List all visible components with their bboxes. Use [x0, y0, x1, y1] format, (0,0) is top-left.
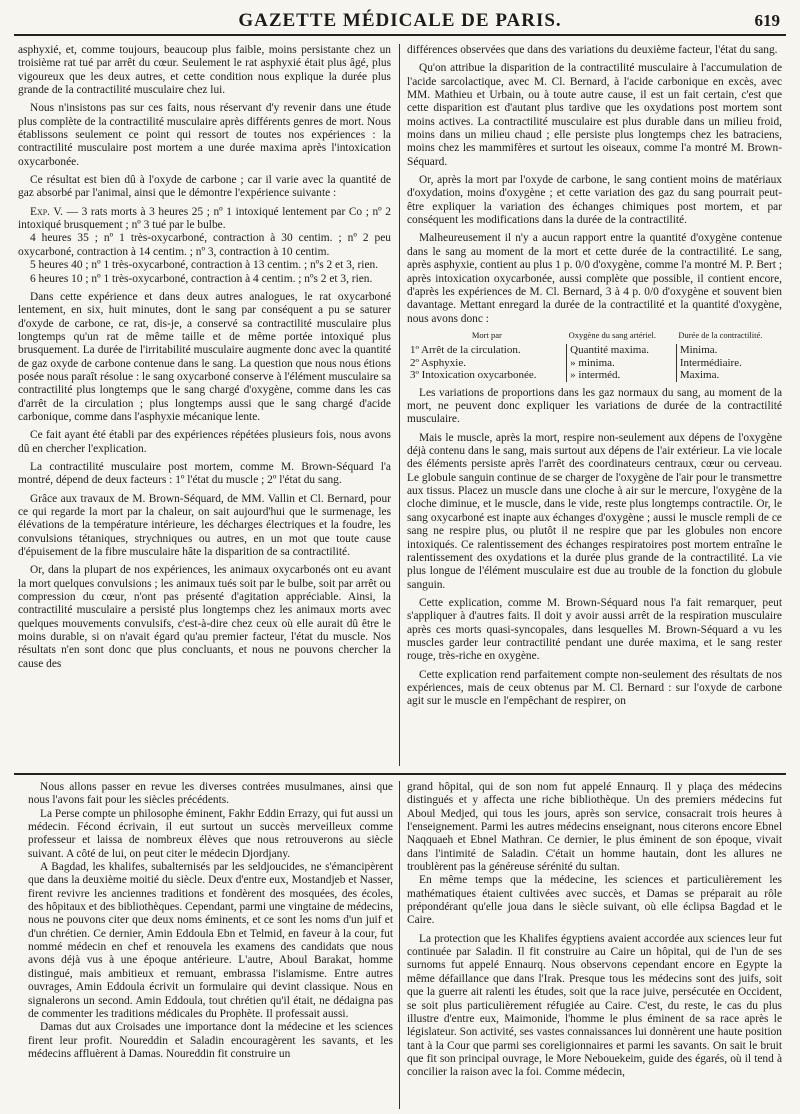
article-column-right: [407, 44, 782, 766]
table-header: Mort par: [471, 329, 502, 340]
paragraph: La Perse compte un philosophe éminent, Fakhr Eddin Errazy, qui fut aussi un médecin. Fécond écrivain, il eut surtout un succès merveilleux comme professeur et laissa de nombreux élèves que nous retrouverons au siècle suivant. A côté de lui, on peut citer le médecin Djordjany.: [28, 807, 393, 860]
paragraph: Mais le muscle, après la mort, respire non-seulement aux dépens de l'oxygène déjà contenu dans le sang, mais surtout aux dépens de l'air extérieur. La vie locale des éléments persiste après l'arrêt des coordinateurs centraux, cœur ou cerveau. Le globule sanguin continue de se charger de l'oxygène de l'air pour le transmettre aux tissus. Placez un muscle dans une cloche à air sur le mercure, l'oxygène de la cloche diminue, et le muscle, dans le vide, reste plus longtemps contractile. Or, le sang oxycarboné est inapte aux échanges d'oxygène ; aussi le muscle rempli de ce sang ne respire plus, ou plutôt il ne respire que par les globules non encore intoxiqués. Ce ralentissement des échanges respiratoires post mortem entraîne le ralentissement des oxydations et la durée plus grande de la contractilité. La vie plus longue de l'élément musculaire est due au trouble de la fonction du globule sanguin.: [407, 431, 782, 591]
column-divider: [399, 781, 400, 1109]
paragraph: Nous n'insistons pas sur ces faits, nous réservant d'y revenir dans une étude plus complète de la contractilité musculaire après différents genres de mort. Nous établissons seulement ce point qui ressort de toutes nos expériences : la contractilité musculaire post mortem a une durée maxima après l'intoxication oxycarbonée.: [18, 102, 391, 168]
paragraph: Qu'on attribue la disparition de la contractilité musculaire à l'accumulation de l'acide sarcolactique, avec M. Cl. Bernard, à l'acide carbonique en excès, avec MM. Mathieu et Urbain, ou à toute autre cause, il est un fait certain, c'est que cette disparition est d'autant plus tardive que les oxydations post mortem sont moins actives. La contractilité musculaire est plus durable dans un milieu froid, moins dans un milieu chaud ; elle persiste plus longtemps chez les batraciens, moins chez les mammifères et surtout les oiseaux, comme l'a montré M. Brown-Séquard.: [407, 62, 782, 168]
paragraph: grand hôpital, qui de son nom fut appelé Ennaurq. Il y plaça des médecins distingués et y affecta une riche bibliothèque. Un des premiers médecins fut Aboul Medjed, qui tous les jours, après son service, consacrait trois heures à l'enseignement. Parmi les autres médecins enseignant, nous citerons encore Ebnel Naqquaeh et Ebnel Mathran. Ce dernier, le plus éminent de son époque, vivait dans l'intimité de Saladin. C'était un homme hautain, dont les allures ne troublèrent pas la généreuse sérénité du sultan.: [407, 781, 782, 874]
paragraph: asphyxié, et, comme toujours, beaucoup plus faible, moins persistante chez un troisième rat tué par arrêt du cœur. Seulement le rat asphyxié était plus âgé, plus vigoureux que les deux autres, et cette condition nous explique la durée plus grande de la contractilité musculaire chez lui.: [18, 44, 391, 97]
table-cell: Quantité maxima.: [567, 344, 677, 357]
journal-title: GAZETTE MÉDICALE DE PARIS.: [238, 10, 562, 31]
table-cell: 3º Intoxication oxycarbonée.: [410, 369, 537, 382]
paragraph: Ce résultat est bien dû à l'oxyde de carbone ; car il varie avec la quantité de gaz absorbé par l'animal, ainsi que le démontre l'expérience suivante :: [18, 174, 391, 200]
experiment-text: — 3 rats morts à 3 heures 25 ; nº 1 intoxiqué lentement par Co ; nº 2 intoxiqué brusquement ; nº 3 tué par le bulbe.: [18, 205, 391, 232]
paragraph: La contractilité musculaire post mortem, comme M. Brown-Séquard l'a montré, dépend de deux facteurs : 1º l'état du muscle ; 2º l'état du sang.: [18, 460, 391, 487]
experiment-label: Exp. V.: [30, 205, 64, 218]
paragraph: Malheureusement il n'y a aucun rapport entre la quantité d'oxygène contenue dans le sang au moment de la mort et cette durée de la contractilité. Le sang, après asphyxie, contient au plus 1 p. 0/0 d'oxygène, comme l'a montré M. P. Bert ; après intoxication oxycarbonée, aussi complète que possible, il contient encore, d'après les expériences de M. Cl. Bernard, 3 à 4 p. 0/0 d'oxygène et souvent bien davantage. Mettant enregard la durée de la contractilité et la quantité d'oxygène, nous avons donc :: [407, 232, 782, 325]
table-header: Durée de la contractilité.: [678, 329, 763, 340]
table-row: [407, 344, 782, 357]
paragraph: différences observées que dans des variations du deuxième facteur, l'état du sang.: [407, 44, 778, 56]
paragraph: Les variations de proportions dans les gaz normaux du sang, au moment de la mort, ne peuvent donc expliquer les variations de durée de la contractilité musculaire.: [407, 386, 782, 426]
page-number: 619: [754, 11, 780, 30]
page-header: [14, 8, 786, 36]
table-row: [407, 357, 782, 370]
paragraph: Cette explication rend parfaitement compte non-seulement des résultats de nos expériences, mais de ceux obtenus par M. Cl. Bernard : sur l'oxyde de carbone agit sur le muscle en l'empêchant de respirer, on: [407, 668, 782, 708]
table-header-row: [407, 329, 782, 344]
table-cell: » interméd.: [567, 369, 677, 382]
feuilleton-divider: [14, 773, 786, 775]
table-row: [407, 369, 782, 382]
paragraph: En même temps que la médecine, les sciences et particulièrement les mathématiques étaient cultivées avec succès, et Damas se préparait au rôle prépondérant qu'elle joua dans le siècle suivant, où elle éclipsa Bagdad et le Caire.: [407, 874, 782, 927]
paragraph: Damas dut aux Croisades une importance dont la médecine et les sciences firent leur profit. Noureddin et Saladin encouragèrent les savants, et les médecins affluèrent à Damas. Noureddin fit construire un: [28, 1021, 393, 1060]
article-column-left: [18, 44, 391, 766]
paragraph: Dans cette expérience et dans deux autres analogues, le rat oxycarboné lentement, en six, huit minutes, dont le sang par conséquent a pu se saturer d'oxyde de carbone, ce rat, dis-je, a conservé sa contractilité musculaire plus longtemps qu'un rat de même taille et de même portée intoxiqué plus brusquement. La durée de l'irritabilité musculaire augmente donc avec la quantité de gaz oxyde de carbone contenue dans le sang. La question que nous nous étions posée nous paraît résolue : le sang oxycarboné conserve à l'élément musculaire sa contractilité plus longtemps que le sang chargé d'oxygène, comme dans les cas d'arrêt de la circulation ; plus longtemps aussi que le sang chargé d'acide carbonique, comme dans l'asphyxie mécanique lente.: [18, 290, 391, 423]
table-cell: Intermédiaire.: [679, 356, 742, 369]
feuilleton-column-right: [407, 781, 782, 1109]
table-cell: 1º Arrêt de la circulation.: [410, 344, 521, 357]
feuilleton-column-left: [28, 781, 393, 1109]
paragraph: A Bagdad, les khalifes, subalternisés par les seldjoucides, ne s'émancipèrent que dans la deuxième moitié du siècle. Deux d'entre eux, Mostandjeb et Nasser, firent revivre les anciennes traditions et fondèrent des mosquées, des écoles, des hôpitaux et des bibliothèques. Cependant, parmi une vingtaine de médecins, nous ne pouvons citer que deux noms éminents, et ce sont les noms d'un juif et d'un chrétien. Ce dernier, Amin Eddoula Ebn et Telmid, en faveur à la cour, fut nommé médecin en chef et renouvela les examens des candidats que nous avons déjà vus à une époque antérieure. L'autre, Aboul Barakat, homme distingué, mais ambitieux et remuant, embrassa l'islamisme. Entre autres ouvrages, Amin Eddoula écrivit un formulaire qui devint classique. Nous en signalerons un second. Amin Eddoula, tout chrétien qu'il était, ne dédaigna pas de commenter les traditions médicales du Prophète. Il professait aussi.: [28, 861, 393, 1020]
experiment-entry: 6 heures 10 ; nº 1 très-oxycarboné, contraction à 4 centim. ; nºs 2 et 3, rien.: [30, 272, 373, 285]
table-cell: » minima.: [567, 357, 677, 370]
paragraph: Nous allons passer en revue les diverses contrées musulmanes, ainsi que nous l'avons fait pour les siècles précédents.: [28, 781, 393, 807]
paragraph: Ce fait ayant été établi par des expériences répétées plusieurs fois, nous avons dû en chercher l'explication.: [18, 429, 391, 455]
oxygen-table: [407, 329, 782, 382]
paragraph: Cette explication, comme M. Brown-Séquard nous l'a fait remarquer, peut s'appliquer à d'autres faits. Il doit y avoir aussi arrêt de la respiration musculaire après ces morts quasi-syncopales, dans lesquelles M. Brown-Séquard a vu les muscles garder leur contractilité pendant une durée maxima, et le sang rester rouge, très-riche en oxygène.: [407, 596, 782, 663]
column-divider: [399, 44, 400, 766]
table-cell: Minima.: [679, 344, 718, 357]
paragraph: Or, dans la plupart de nos expériences, les animaux oxycarbonés ont eu avant la mort quelques convulsions ; les animaux tués soit par le bulbe, soit par arrêt ou compression du cœur, n'ont pas présenté d'agitation appréciable. Ainsi, la contractilité musculaire a persisté plus longtemps chez les animaux morts avec quelques mouvements convulsifs, c'est-à-dire chez ceux où elle aurait dû être le moins durable, si on n'avait égard qu'au premier facteur, l'état du muscle. Nos résultats n'en sont donc que plus concluants, et nous ne pouvons chercher la cause des: [18, 564, 391, 670]
experiment-entry: 4 heures 35 ; nº 1 très-oxycarboné, contraction à 30 centim. ; nº 2 peu oxycarboné, contraction à 14 centim. ; nº 3, contraction à 10 centim.: [18, 232, 391, 258]
table-cell: Maxima.: [679, 369, 720, 382]
experiment-entry: [18, 206, 391, 233]
paragraph: Or, après la mort par l'oxyde de carbone, le sang contient moins de matériaux d'oxydation, moins d'oxygène ; et cette variation des gaz du sang pourrait peut-être expliquer la variation des échanges chimiques post mortem, et par conséquent les modifications dans la durée de la contractilité.: [407, 174, 782, 227]
paragraph: La protection que les Khalifes égyptiens avaient accordée aux sciences leur fut continuée par Saladin. Il fit construire au Caire un hôpital, qui de l'un de ses surnoms fut appelé Ennaurq. Nous observons cependant encore en Egypte la même défaillance que dans l'Irak. Presque tous les médecins sont des juifs, soit que la guerre ait ralenti les études, soit que la race juive, persécutée en Occident, se soit plus particulièrement réfugiée au Caire. C'est, du reste, le cas du plus illustre d'entre eux, Maimonide, l'homme le plus éminent de sa race après le législateur. Son activité, ses vastes connaissances lui donnèrent une haute position tant à la Cour que parmi ses coreligionnaires et parmi les savants. On sait le bruit que fit son principal ouvrage, le More Nebouekeim, guide des égarés, où il tend à concilier la raison avec la foi. Comme médecin,: [407, 932, 782, 1079]
experiment-entry: 5 heures 40 ; nº 1 très-oxycarboné, contraction à 13 centim. ; nºs 2 et 3, rien.: [30, 259, 379, 272]
table-cell: 2º Asphyxie.: [410, 356, 466, 369]
table-header: Oxygène du sang artériel.: [568, 329, 657, 340]
paragraph: Grâce aux travaux de M. Brown-Séquard, de MM. Vallin et Cl. Bernard, pour ce qui regarde la mort par la chaleur, on sait aujourd'hui que le surmenage, les élévations de la température intérieure, les décharges électriques et la foudre, les convulsions tétaniques, strychniques ou autres, en un mot que toute cause d'épuisement de la fibre musculaire hâte la disparition de sa contractilité.: [18, 492, 391, 559]
